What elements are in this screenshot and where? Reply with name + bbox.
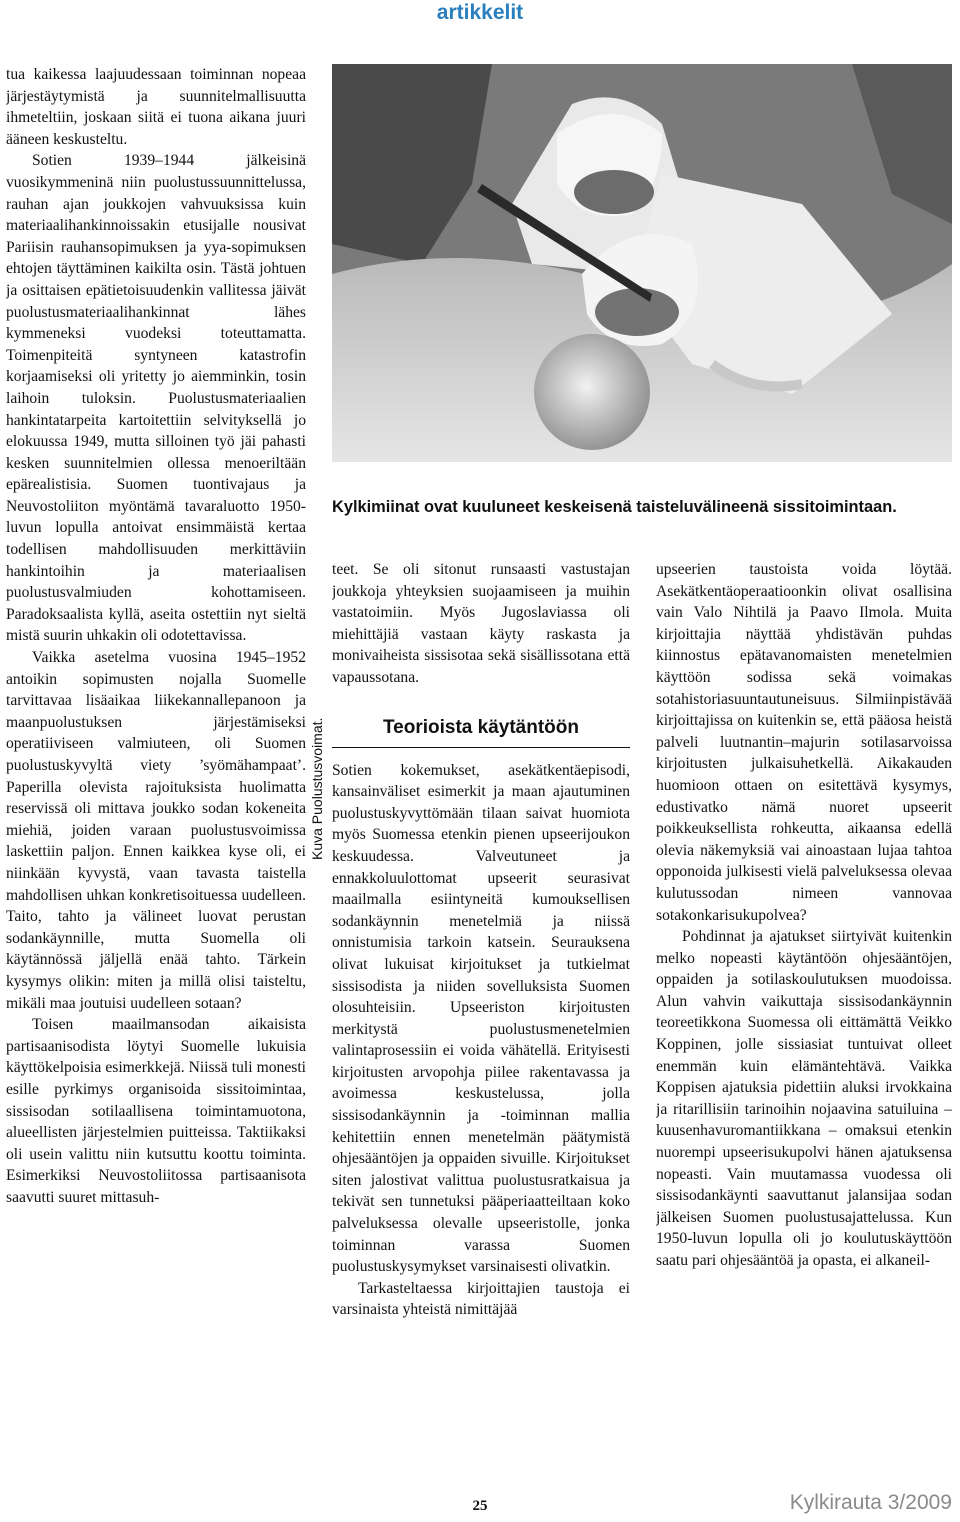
paragraph: Vaikka asetelma vuosina 1945–1952 antoikin sopimusten nojalla Suomelle tarvittavaa lisäaikaa liikekannallepanoon ja maanpuolustuksen järjestämiseksi operatiiviseen valmiuteen, oli Suomen puolustuskyvyltä viety ’syömähampaat’. Paperilla olevista rajoituksista huolimatta reservissä oli mittava joukko sodan kokeneita miehiä, joiden varaan puolustusvoimissa laskettiin paljon. Ennen kaikkea kyse oli, ei niinkään kyvystä, vaan tavasta taistella mahdollisen uhkan konkretisoituessa uudelleen. Taito, tahto ja välineet luovat perustan sodankäynnille, mutta Suomella oli käytännössä jäljellä enää tahto. Tärkein kysymys olikin: miten ja millä olisi taisteltu, mikäli maa joutuisi uudelleen sotaan? (6, 649, 306, 1012)
paragraph: teet. Se oli sitonut runsaasti vastustajan joukkoja yhteyksien suojaamiseen ja muihin vastatoimiin. Myös Jugoslaviassa oli miehittäjiä vastaan käyty raskasta ja monivaiheista sissisotaa sekä sisällissotana että vapaussotana. (332, 561, 630, 686)
paragraph: Tarkasteltaessa kirjoittajien taustoja ei varsinaista yhteistä nimittäjää (332, 1279, 630, 1319)
text-column-2 (332, 559, 630, 1479)
paragraph: tua kaikessa laajuudessaan toiminnan nopeaa järjestäytymistä ja suunnitelmallisuutta ihmeteltiin, joskaan siitä ei tuona aikana juuri ääneen keskusteltu. (6, 66, 306, 148)
photo-credit-text: Kuva Puolustusvoimat. (309, 717, 325, 860)
paragraph: Pohdinnat ja ajatukset siirtyivät kuitenkin melko nopeasti käytäntöön ohjesääntöjen, oppaiden ja sotilaskoulutuksen muodoissa. Alun vahvin vaikuttaja sissisodankäynnin teoreetikkona Suomessa oli eittämättä Veikko Koppinen, jolle sissiasiat tuntuivat olleet enemmän kuin elämäntehtävä. Vaikka Koppisen ajatuksia pidettiin aluksi irvokkaina ja ritarillisiin tarinoihin nojaavina satuiluina – kuusenhavuromantiikkana – omaksui etenkin nuorempi upseerisukupolvi hänen ajatuksensa nopeasti. Vain muutamassa vuodessa oli sissisodankäynti saavuttanut jalansijaa sodan jälkeisen Suomen puolustusajattelussa. Kun 1950-luvun lopulla oli jo koulutuskäyttöön saatu pari ohjesääntöä ja opasta, ei alkaneil- (656, 928, 952, 1269)
soldiers-in-snow-image (332, 64, 952, 462)
paragraph: Sotien kokemukset, asekätkentäepisodi, kansainväliset esimerkit ja maan ajautuminen puolustuskyvyttömään tilaan saivat huomiota myös Suomessa etenkin pienen upseerijoukon keskuudessa. Valveutuneet ja ennakkoluulottomat upseerit seurasivat maailmalla esiintyneitä kumouksellisen sodankäynnin menetelmiä ja niissä onnistumisia tarkoin katsein. Seurauksena olivat lukuisat kirjoitukset ja tutkielmat sissisodista ja niiden sovelluksista Suomen olosuhteisiin. Upseeriston kirjoitusten merkitystä puolustusmenetelmien valintaprosessiin ei voida vähätellä. Erityisesti kirjoitusten arvopohja piilee rakentavassa ja avoimessa keskustelussa, jolla sissisodankäynnin ja -toiminnan mallia kehitettiin ennen menetelmän päätymistä ohjesääntöjen ja oppaiden sivuille. Kirjoitukset siten jalostivat valittua puolustusratkaisua ja tekivät sen tunnetuksi pääperiaatteiltaan koko palveluksessa olevalle upseeristolle, jonka toiminnan varassa Suomen puolustuskysymykset varsinaisesti olivatkin. (332, 761, 630, 1276)
text-column-3 (656, 559, 952, 1479)
magazine-issue: Kylkirauta 3/2009 (789, 1491, 952, 1514)
paragraph: Toisen maailmansodan aikaisista partisaanisodista löytyi Suomelle lukuisia käyttökelpoisia esimerkkejä. Niissä tuli monesti esille pyrkimys organisoida sissitoimintaa, sissisodan sotilaallisena toimintamuotona, alueellisten järjestelmien puitteissa. Taktiikaksi oli usein valittu niin kutsuttu koottu toiminta. Esimerkiksi Neuvostoliitossa partisaanisota saavutti suuret mittasuh- (6, 1016, 306, 1206)
photo-caption: Kylkimiinat ovat kuuluneet keskeisenä taisteluvälineenä sissitoimintaan. (332, 498, 897, 516)
paragraph: Sotien 1939–1944 jälkeisinä vuosikymmeninä niin puolustussuunnittelussa, rauhan ajan joukkojen vahvuuksissa kuin materiaalihankinnoissakin etusijalle nousivat Pariisin rauhansopimuksen ja yya-sopimuksen ehtojen täyttäminen kaikilta osin. Tästä johtuen ja osittaisen epätietoisuudenkin vallitessa jäivät puolustusmateriaalihankinnat lähes kymmeneksi vuodeksi toteuttamatta. Toimenpiteitä syntyneen katastrofin korjaamiseksi oli yritetty jo aiemminkin, tosin laihoin tuloksin. Puolustusmateriaalien hankintatarpeita kartoitettiin selvityksellä jo elokuussa 1949, mutta silloinen työ jäi pahasti kesken suunnitelmien ollessa menoeriltään epärealistisia. Suomen tuontivajaus ja Neuvostoliiton myöntämä tavaraluotto 1950-luvun lopulla antoivat ensimmäistä kertaa todellisen mahdollisuuden merkittäviin hankintoihin ja materiaalisen puolustusvalmiuden kohottamiseen. Paradoksaalista kyllä, aseita ostettiin nyt sieltä mistä suurin uhkakin oli odotettavissa. (6, 152, 306, 645)
article-photo (332, 64, 952, 462)
section-heading: Teorioista käytäntöön (332, 715, 630, 748)
page-number: 25 (472, 1498, 488, 1514)
paragraph: upseerien taustoista voida löytää. Asekätkentäoperaatioonkin olivat osallisina vain Valo Nihtilä ja Paavo Ilmola. Muita kirjoittajia näyttää yhdistävän puhdas kiinnostus epätavanomaisten menetelmien käyttöön sodissa sekä voimakas sotahistoriasuuntautuneisuus. Silmiinpistävää kirjoittajissa on kuitenkin se, että pääosa heistä palveli luutnantin–majurin sotilasarvoissa kirjoitusten julkaisuhetkellä. Aikakauden huomioon ottaen on esitettävä kysymys, edustivatko nämä nuoret upseerit poikkeuksellista rohkeutta, aikaansa edellä olevia näkemyksiä vai ainoastaan lujaa tahtoa opponoida julkisesti vielä palveluksessa olevaa kulutussodan nimeen vannovaa sotakonkarisukupolvea? (656, 561, 952, 924)
section-tag: artikkelit (436, 1, 524, 24)
text-column-1 (6, 64, 306, 1466)
photo-credit (305, 462, 327, 860)
